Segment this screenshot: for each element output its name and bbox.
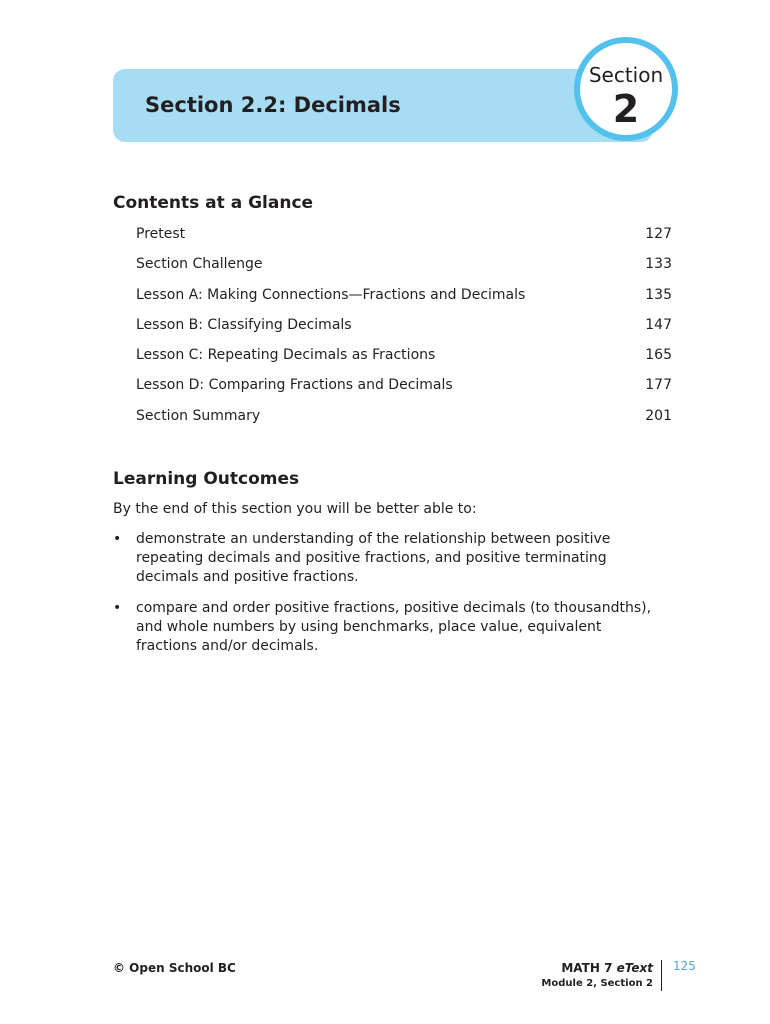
badge-section-label: Section [588, 63, 664, 87]
outcome-text: compare and order positive fractions, positive decimals (to thousandths), and whole numbers by using benchmarks, place value, equivalent fractions and/or decimals. [136, 600, 652, 654]
contents-item [136, 344, 672, 374]
badge-section-number: 2 [612, 87, 640, 131]
course-title-etext: eText [616, 961, 653, 975]
bullet-icon: • [113, 531, 122, 547]
outcome-item [113, 530, 665, 587]
contents-item [136, 253, 672, 283]
section-number-badge [574, 37, 678, 141]
contents-item [136, 374, 672, 404]
contents-item [136, 314, 672, 344]
contents-item-label: Lesson C: Repeating Decimals as Fractions [136, 347, 436, 364]
contents-item-page: 133 [645, 256, 672, 273]
learning-outcomes-heading: Learning Outcomes [113, 469, 300, 489]
contents-heading: Contents at a Glance [113, 193, 314, 213]
contents-item-label: Lesson D: Comparing Fractions and Decimals [136, 377, 453, 394]
footer-course-info [541, 960, 662, 991]
contents-item-page: 147 [645, 316, 672, 333]
bullet-icon: • [113, 600, 122, 616]
course-title [561, 961, 653, 975]
contents-item [136, 405, 672, 435]
contents-item-label: Section Summary [136, 407, 261, 424]
contents-list [136, 223, 672, 435]
contents-item-label: Lesson A: Making Connections—Fractions and Decimals [136, 286, 526, 303]
learning-outcomes-list [113, 530, 665, 668]
section-header-banner [113, 69, 653, 142]
contents-item-label: Section Challenge [136, 256, 263, 273]
contents-item-page: 135 [645, 286, 672, 303]
learning-outcomes-intro: By the end of this section you will be better able to: [113, 501, 477, 517]
course-title-prefix: MATH 7 [561, 961, 617, 975]
contents-item [136, 223, 672, 253]
module-section-label: Module 2, Section 2 [541, 978, 653, 989]
contents-item-label: Lesson B: Classifying Decimals [136, 316, 352, 333]
contents-item-page: 201 [645, 407, 672, 424]
outcome-text: demonstrate an understanding of the relationship between positive repeating decimals and positive fractions, and positive terminating decimals and positive fractions. [136, 531, 611, 585]
contents-item-page: 127 [645, 226, 672, 242]
contents-item-page: 165 [645, 347, 672, 364]
outcome-item [113, 599, 665, 656]
copyright-notice: © Open School BC [113, 961, 236, 975]
section-title: Section 2.2: Decimals [145, 93, 401, 117]
page-number: 125 [673, 959, 696, 973]
contents-item-label: Pretest [136, 226, 186, 242]
contents-item-page: 177 [645, 377, 672, 394]
contents-item [136, 284, 672, 314]
